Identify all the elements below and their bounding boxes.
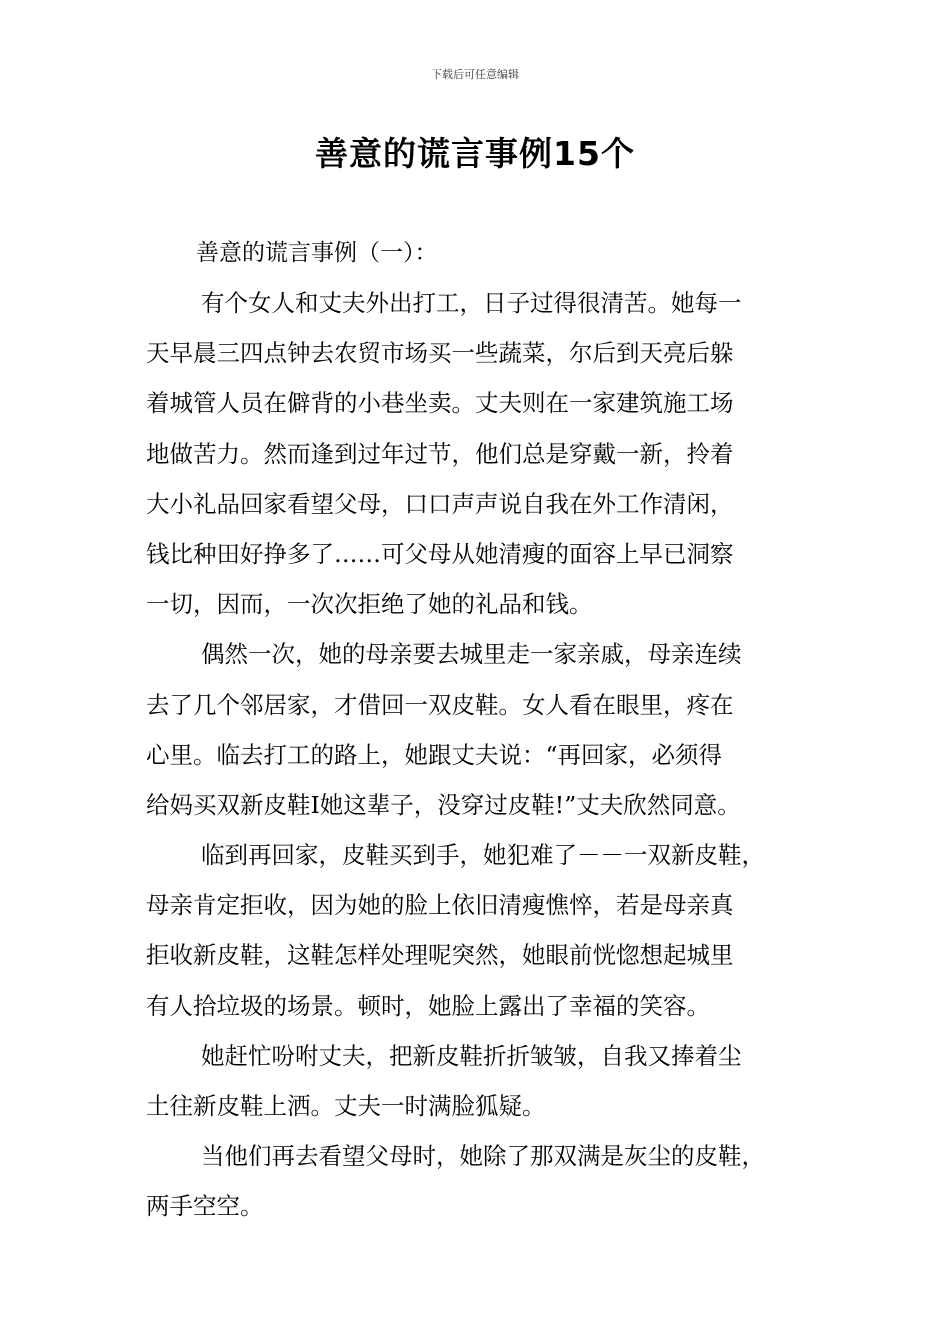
section-subheading: 善意的谎言事例（一）： (196, 240, 438, 266)
paragraph-4 (146, 1031, 826, 1131)
paragraph-line: 天早晨三四点钟去农贸市场买一些蔬菜，尔后到天亮后躲 (146, 339, 734, 368)
paragraph-line: 着城管人员在僻背的小巷坐卖。丈夫则在一家建筑施工场 (146, 389, 734, 418)
document-title: 善意的谎言事例15个 (315, 134, 635, 173)
paragraph-line: 有人拾垃圾的场景。顿时，她脸上露出了幸福的笑容。 (146, 991, 710, 1020)
paragraph-line: 心里。临去打工的路上，她跟丈夫说：“再回家，必须得 (146, 740, 723, 769)
header-note: 下载后可任意编辑 (431, 68, 519, 81)
document-body (146, 228, 826, 1232)
paragraph-line: 临到再回家，皮鞋买到手，她犯难了－－一双新皮鞋， (201, 841, 765, 870)
paragraph-line: 拒收新皮鞋，这鞋怎样处理呢突然，她眼前恍惚想起城里 (146, 941, 734, 970)
paragraph-5 (146, 1131, 826, 1231)
paragraph-line: 母亲肯定拒收，因为她的脸上依旧清瘦憔悴，若是母亲真 (146, 891, 734, 920)
paragraph-line: 给妈买双新皮鞋I她这辈子，没穿过皮鞋!”丈夫欣然同意。 (146, 790, 741, 819)
paragraph-line: 去了几个邻居家，才借回一双皮鞋。女人看在眼里，疼在 (146, 690, 734, 719)
paragraph-1 (146, 278, 826, 629)
paragraph-line: 偶然一次，她的母亲要去城里走一家亲戚，母亲连续 (201, 640, 742, 669)
paragraph-line: 有个女人和丈夫外出打工，日子过得很清苦。她每一 (201, 289, 742, 317)
paragraph-line: 两手空空。 (146, 1192, 264, 1221)
paragraph-2 (146, 629, 826, 830)
paragraph-3 (146, 830, 826, 1031)
paragraph-line: 她赶忙吩咐丈夫，把新皮鞋折折皱皱，自我又捧着尘 (201, 1041, 742, 1070)
paragraph-line: 钱比种田好挣多了……可父母从她清瘦的面容上早已洞察 (146, 539, 734, 568)
paragraph-line: 地做苦力。然而逢到过年过节，他们总是穿戴一新，拎着 (146, 439, 734, 468)
paragraph-line: 一切，因而，一次次拒绝了她的礼品和钱。 (146, 590, 593, 619)
paragraph-line: 当他们再去看望父母时，她除了那双满是灰尘的皮鞋， (201, 1142, 765, 1171)
paragraph-line: 大小礼品回家看望父母，口口声声说自我在外工作清闲， (146, 489, 734, 518)
paragraph-line: 土往新皮鞋上洒。丈夫一时满脸狐疑。 (146, 1092, 546, 1120)
